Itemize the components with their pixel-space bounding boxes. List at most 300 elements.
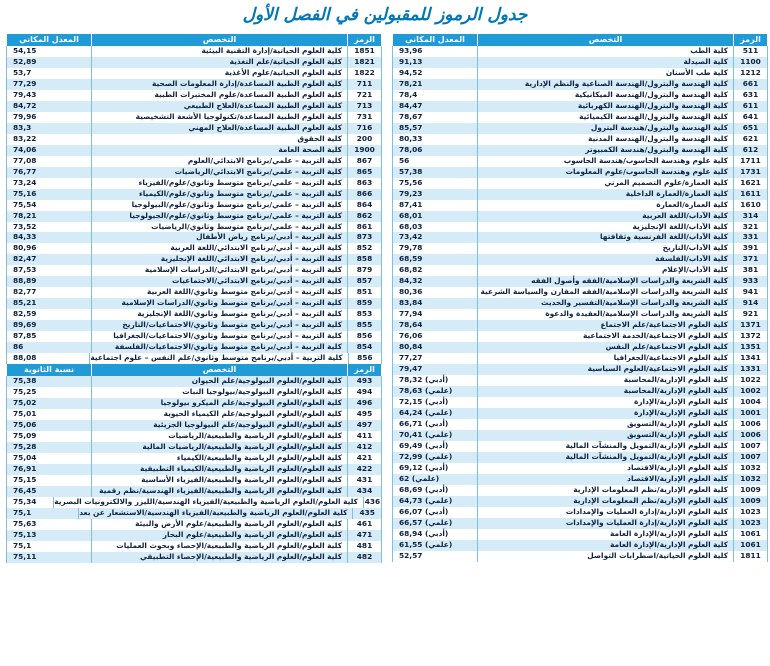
score-cell: 87,41 [392,200,478,211]
score-cell: 61,55 (علمي) [392,540,478,551]
score-cell: 68,03 [392,222,478,233]
major-cell: كلية العلوم/العلوم البيولوجية/علم الكيمياء الحيوية [92,409,348,420]
score-cell: 89,69 [6,320,92,331]
code-cell: 1032 [734,463,768,474]
table-row [6,331,382,342]
right-table [392,34,768,562]
table-header [392,34,768,46]
major-cell: كلية العلوم الإدارية/المحاسبة [478,375,734,386]
code-cell: 1006 [734,430,768,441]
major-cell: كلية العلوم/العلوم الرياضية والطبيعية/الكيمياء [92,453,348,464]
table-row [392,265,768,276]
major-cell: كلية الهندسة والبترول/الهندسة الكيميائية [478,112,734,123]
code-cell: 200 [348,134,382,145]
table-row [392,90,768,101]
table-row [392,243,768,254]
table-row [6,112,382,123]
score-cell: 75,1 [6,541,92,552]
table-row [392,189,768,200]
score-cell: 75,04 [6,453,92,464]
table-row [392,540,768,551]
major-cell: كلية العلوم/العلوم البيولوجية/علم البيولوجيا الجزيئية [92,420,348,431]
code-cell: 711 [348,79,382,90]
table-row [6,243,382,254]
table-row [392,551,768,562]
code-cell: 494 [348,387,382,398]
score-cell: 68,59 [392,254,478,265]
table-row [6,442,382,453]
score-cell: 76,45 [6,486,92,497]
code-cell: 1811 [734,551,768,562]
major-cell: كلية التربية – أدبي/برنامج متوسط وثانوي/اللغة الإنجليزية [92,309,348,320]
score-cell: 73,52 [6,222,92,233]
code-cell: 482 [348,552,382,563]
code-cell: 716 [348,123,382,134]
code-cell: 422 [348,464,382,475]
code-cell: 381 [734,265,768,276]
major-cell: كلية الشريعة والدراسات الإسلامية/التفسير والحديث [478,298,734,309]
code-cell: 661 [734,79,768,90]
score-cell: 79,43 [6,90,92,101]
table-row [6,90,382,101]
major-cell: كلية التربية – أدبي/برنامج الابتدائي/اللغة الإنجليزية [92,254,348,265]
major-cell: كلية العلوم الإدارية/الاقتصاد [478,463,734,474]
code-cell: 855 [348,320,382,331]
code-cell: 621 [734,134,768,145]
score-cell: 72,15 (أدبي) [392,397,478,408]
code-cell: 1610 [734,200,768,211]
major-cell: كلية العلوم الإدارية/نظم المعلومات الإدارية [478,485,734,496]
major-cell: كلية الصيدلة [478,57,734,68]
score-cell: 79,23 [392,189,478,200]
major-cell: كلية الآداب/اللغة الإنجليزية [478,222,734,233]
table-row [6,376,382,387]
code-cell: 861 [348,222,382,233]
major-cell: كلية التربية – أدبي/برنامج متوسط وثانوي/الاجتماعيات/الفلسفة [92,342,348,353]
code-cell: 1711 [734,156,768,167]
major-cell: كلية العلوم الطبية المساعدة/تكنولوجيا الأشعة التشخيصية [92,112,348,123]
table-row [6,475,382,486]
major-cell: كلية التربية – علمي/برنامج متوسط وثانوي/علوم/البيولوجيا [92,200,348,211]
score-cell: 68,94 (أدبي) [392,529,478,540]
table-row [6,431,382,442]
code-cell: 1900 [348,145,382,156]
code-cell: 321 [734,222,768,233]
major-cell: كلية العلوم الإدارية/التسويق [478,419,734,430]
table-row [392,309,768,320]
score-cell: 80,33 [392,134,478,145]
major-cell: كلية العلوم الإدارية/إدارة العمليات والإمدادات [478,507,734,518]
table-row [392,485,768,496]
code-cell: 863 [348,178,382,189]
table-row [6,398,382,409]
major-cell: كلية العلوم الطبية المساعدة/العلاج المهني [92,123,348,134]
table-row [392,46,768,57]
major-cell: كلية التربية – علمي/برنامج متوسط وثانوي/علوم/الفيزياء [92,178,348,189]
major-cell: كلية العلوم الإدارية/التسويق [478,430,734,441]
table-row [6,497,382,508]
table-row [6,464,382,475]
table-row [6,211,382,222]
table-row [6,508,382,519]
table-row [392,79,768,90]
major-cell: كلية العمارة/العمارة الداخلية [478,189,734,200]
score-cell: 78,21 [392,79,478,90]
major-cell: كلية الهندسة والبترول/الهندسة الصناعية والنظم الإدارية [478,79,734,90]
score-cell: 75,25 [6,387,92,398]
table-row [6,123,382,134]
code-cell: 497 [348,420,382,431]
score-cell: 75,15 [6,475,92,486]
table-row [392,496,768,507]
code-cell: 511 [734,46,768,57]
table-row [392,276,768,287]
major-cell: كلية الهندسة والبترول/الهندسة المدنية [478,134,734,145]
major-cell: كلية العلوم الإدارية/إدارة العمليات والإمدادات [478,518,734,529]
major-cell: كلية الشريعة والدراسات الإسلامية/الفقه المقارن والسياسة الشرعية [478,287,734,298]
table-row [6,453,382,464]
code-cell: 941 [734,287,768,298]
table-row [6,167,382,178]
score-cell: 52,89 [6,57,92,68]
major-cell: كلية العلوم/العلوم الرياضية والطبيعية/علوم الأرض والبيئة [92,519,348,530]
code-cell: 436 [364,496,381,506]
code-cell: 471 [348,530,382,541]
score-cell: 75,02 [6,398,92,409]
table-row [6,387,382,398]
score-cell: 80,36 [392,287,478,298]
code-cell: 1100 [734,57,768,68]
table-row [392,529,768,540]
table-row [392,430,768,441]
major-cell: كلية العلوم/العلوم البيولوجية/علم الميكرو بيولوجيا [92,398,348,409]
score-cell: 75,01 [6,409,92,420]
major-cell: كلية العلوم الطبية المساعدة/علوم المختبرات الطبية [92,90,348,101]
major-cell: كلية العلوم/العلوم الرياضية والطبيعية/علوم البحار [92,530,348,541]
code-cell: 862 [348,211,382,222]
score-cell: 64,24 (علمي) [392,408,478,419]
score-cell: 68,82 [392,265,478,276]
code-cell: 331 [734,232,768,243]
table-row [392,222,768,233]
score-cell: 84,72 [6,101,92,112]
score-cell: 77,94 [392,309,478,320]
code-cell: 1023 [734,518,768,529]
major-cell: كلية الهندسة والبترول/الهندسة الميكانيكية [478,90,734,101]
major-cell: كلية طب الأسنان [478,68,734,79]
header-score: نسبة الثانوية [6,364,92,376]
score-cell: 86 [6,342,92,353]
code-cell: 434 [348,486,382,497]
code-cell: 851 [348,287,382,298]
code-cell: 631 [734,90,768,101]
score-cell: 75,06 [6,420,92,431]
major-cell: كلية التربية – أدبي/برنامج متوسط وثانوي/الاجتماعيات/التاريخ [92,320,348,331]
table-row [6,145,382,156]
code-cell: 866 [348,189,382,200]
table-row [6,519,382,530]
major-cell: كلية العلوم الإدارية/الإدارة العامة [478,540,734,551]
table-row [392,134,768,145]
score-cell: 77,27 [392,353,478,364]
score-cell: 52,57 [392,551,478,562]
major-cell: كلية العلوم/العلوم الرياضية والطبيعية/الإحصاء التطبيقي [92,552,348,563]
major-cell: كلية العلوم الإدارية/نظم المعلومات الإدارية [478,496,734,507]
table-row [6,342,382,353]
score-cell: 57,38 [392,167,478,178]
major-cell: كلية الهندسة والبترول/الهندسة الكهربائية [478,101,734,112]
table-header [6,364,382,376]
code-cell: 1007 [734,452,768,463]
table-row [392,320,768,331]
code-cell: 1004 [734,397,768,408]
table-row [6,298,382,309]
score-cell: 82,77 [6,287,92,298]
table-row [6,530,382,541]
table-row [6,156,382,167]
major-cell: كلية الآداب/التاريخ [478,243,734,254]
major-cell: كلية العلوم الحياتية/علم التغذية [92,57,348,68]
table-row [6,265,382,276]
major-cell: كلية التربية – أدبي/برنامج متوسط وثانوي/اللغة العربية [92,287,348,298]
score-cell: 75,38 [6,376,92,387]
code-cell: 611 [734,101,768,112]
score-cell: 54,15 [6,46,92,57]
code-cell: 856 [349,353,382,364]
major-cell: كلية العلوم الإدارية/الإدارة العامة [478,529,734,540]
major-cell: كلية العلوم الإدارية/التمويل والمنشآت المالية [478,452,734,463]
code-cell: 721 [348,90,382,101]
table-row [392,101,768,112]
score-cell: 69,12 (أدبي) [392,463,478,474]
code-cell: 1061 [734,529,768,540]
table-row [6,232,382,243]
major-cell: كلية الآداب/الإعلام [478,265,734,276]
code-cell: 1351 [734,342,768,353]
major-cell: كلية التربية – أدبي/برنامج الابتدائي/اللغة العربية [92,243,348,254]
score-cell: 76,06 [392,331,478,342]
table-row [6,134,382,145]
page-title: جدول الرموز للمقبولين في الفصل الأول [242,5,528,25]
code-cell: 1331 [734,364,768,375]
code-cell: 873 [348,232,382,243]
code-cell: 879 [348,265,382,276]
code-cell: 1022 [734,375,768,386]
major-cell: كلية العمارة/العمارة [478,200,734,211]
score-cell: 66,71 (أدبي) [392,419,478,430]
header-major: التخصص [478,34,734,46]
code-cell: 461 [348,519,382,530]
table-row [392,287,768,298]
score-cell: 73,42 [392,232,478,243]
code-cell: 859 [348,298,382,309]
major-cell: كلية العلوم الإدارية/التمويل والمنشآت المالية [478,441,734,452]
code-cell: 856 [348,331,382,342]
code-cell: 1611 [734,189,768,200]
score-cell: 82,59 [6,309,92,320]
score-cell: 68,69 (أدبي) [392,485,478,496]
major-cell: كلية العلوم الإدارية/الإدارة [478,397,734,408]
score-cell: 75,11 [6,552,92,563]
table-row [392,408,768,419]
score-cell: 78,67 [392,112,478,123]
major-cell: كلية العلوم/العلوم البيولوجية/بيولوجيا النبات [92,387,348,398]
code-cell: 391 [734,243,768,254]
major-cell: كلية العلوم الطبية المساعدة/إدارة المعلومات الصحية [92,79,348,90]
code-cell: 865 [348,167,382,178]
major-cell: كلية العلوم/العلوم الرياضية والطبيعية/الفيزياء الهندسية/الاستشعار عن بعد [79,508,353,519]
table-row [6,57,382,68]
score-cell: 76,91 [6,464,92,475]
major-cell: كلية الآداب/اللغة الفرنسية وثقافتها [478,232,734,243]
table-row [392,463,768,474]
major-cell: كلية التربية – علمي/برنامج الابتدائي/العلوم [92,156,348,167]
table-row [6,320,382,331]
score-cell: 84,33 [6,232,92,243]
code-cell: 1007 [734,441,768,452]
table-row [392,386,768,397]
code-cell: 933 [734,276,768,287]
code-cell: 853 [348,309,382,320]
code-cell: 411 [348,431,382,442]
code-cell: 1621 [734,178,768,189]
table-row [392,342,768,353]
code-cell: 1371 [734,320,768,331]
code-cell: 713 [348,101,382,112]
code-cell: 1372 [734,331,768,342]
score-cell: 69,49 (أدبي) [392,441,478,452]
major-cell: كلية العلوم/العلوم الرياضية والطبيعية/الإحصاء وبحوث العمليات [92,541,348,552]
score-cell: 78,63 (علمي) [392,386,478,397]
major-cell: كلية العلوم/العلوم الرياضية والطبيعية/الفيزياء الهندسية/نظم رقمية [92,486,348,497]
major-cell: كلية العلوم الإدارية/الإدارة [478,408,734,419]
score-cell: 78,06 [392,145,478,156]
header-code: الرمز [348,34,382,46]
table-row [392,211,768,222]
table-row [392,353,768,364]
table-row [6,101,382,112]
score-cell: 79,96 [6,112,92,123]
code-cell: 412 [348,442,382,453]
code-cell: 496 [348,398,382,409]
code-cell: 1006 [734,419,768,430]
score-cell: 74,06 [6,145,92,156]
code-cell: 854 [348,342,382,353]
code-cell: 641 [734,112,768,123]
score-cell: 75,28 [6,442,92,453]
score-cell: 88,08 [6,353,90,364]
table-row [6,200,382,211]
header-major: التخصص [92,34,348,46]
score-cell: 64,73 (علمي) [392,496,478,507]
table-row [6,486,382,497]
code-cell: 651 [734,123,768,134]
table-row [6,68,382,79]
table-row [392,331,768,342]
major-cell: كلية العلوم الاجتماعية/علم النفس [478,342,734,353]
score-cell: 78,4 [392,90,478,101]
major-cell: كلية التربية – أدبي/برنامج متوسط وثانوي/الدراسات الإسلامية [92,298,348,309]
major-cell: كلية التربية – علمي/برنامج الابتدائي/الرياضيات [92,167,348,178]
table-row [392,167,768,178]
table-row [392,123,768,134]
score-cell: 70,41 (علمي) [392,430,478,441]
table-row [392,364,768,375]
score-cell: 82,47 [6,254,92,265]
major-cell: كلية الصحة العامة [92,145,348,156]
major-cell: كلية الهندسة والبترول/هندسة الكمبيوتر [478,145,734,156]
left-table [6,34,382,563]
header-score: المعدل المكاني [6,34,92,46]
major-cell: كلية العلوم الحياتية/اضطرابات التواصل [478,551,734,562]
code-cell: 314 [734,211,768,222]
table-row [392,452,768,463]
score-cell: 66,57 (علمي) [392,518,478,529]
major-cell: كلية العلوم الحياتية/إدارة التقنية البيئية [92,46,348,57]
score-cell: 87,85 [6,331,92,342]
table-row [6,420,382,431]
score-cell: 87,53 [6,265,92,276]
score-cell: 75,16 [6,189,92,200]
code-cell: 1821 [348,57,382,68]
score-cell: 84,47 [392,101,478,112]
table-row [392,375,768,386]
major-cell: كلية التربية – علمي/برنامج متوسط وثانوي/علوم/الجيولوجيا [92,211,348,222]
table-row [6,46,382,57]
table-row [392,57,768,68]
table-row [6,541,382,552]
code-cell: 858 [348,254,382,265]
major-cell: كلية العلوم/العلوم الرياضية والطبيعية/الكيمياء التطبيقية [92,464,348,475]
table-row [392,507,768,518]
table-row [392,145,768,156]
major-cell: كلية العلوم الطبية المساعدة/العلاج الطبيعي [92,101,348,112]
score-cell: 91,13 [392,57,478,68]
major-cell: كلية العلوم الاجتماعية/الخدمة الاجتماعية [478,331,734,342]
table-row [392,112,768,123]
table-row [392,474,768,485]
table-row [392,254,768,265]
code-cell: 1341 [734,353,768,364]
score-cell: 93,96 [392,46,478,57]
score-cell: 53,7 [6,68,92,79]
score-cell: 77,29 [6,79,92,90]
major-cell: كلية العلوم/العلوم الرياضية والطبيعية/الرياضيات المالية [92,442,348,453]
table-row [392,68,768,79]
code-cell: 1001 [734,408,768,419]
code-cell: 867 [348,156,382,167]
score-cell: 76,77 [6,167,92,178]
major-cell: كلية الآداب/الفلسفة [478,254,734,265]
score-cell: 75,13 [6,530,92,541]
score-cell: 94,52 [392,68,478,79]
code-cell: 371 [734,254,768,265]
major-cell: كلية العلوم الاجتماعية/العلوم السياسية [478,364,734,375]
score-cell: 68,01 [392,211,478,222]
major-cell: كلية الآداب/اللغة العربية [478,211,734,222]
code-cell: 481 [348,541,382,552]
table-header [6,34,382,46]
code-cell: 1212 [734,68,768,79]
score-cell: 78,64 [392,320,478,331]
score-cell: 84,32 [392,276,478,287]
header-major: التخصص [92,364,348,376]
code-cell: 1032 [734,474,768,485]
score-cell: 83,84 [392,298,478,309]
score-cell: 83,3 [6,123,92,134]
table-row [6,79,382,90]
score-cell: 79,47 [392,364,478,375]
